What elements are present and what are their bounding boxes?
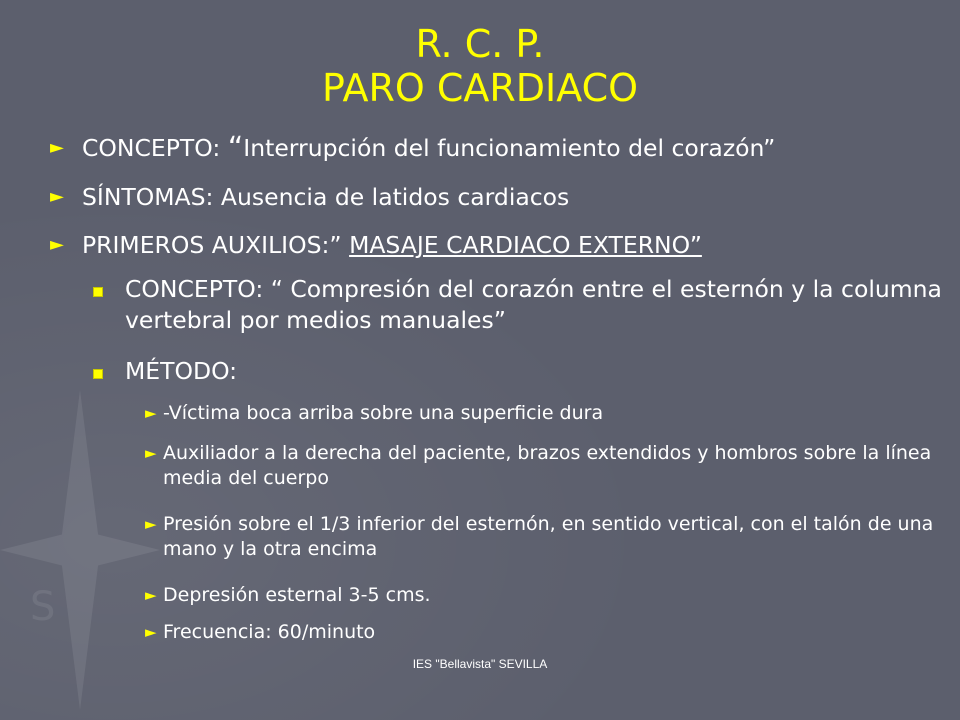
bullet-text: PRIMEROS AUXILIOS:” MASAJE CARDIACO EXTERNO” (82, 231, 702, 259)
method-step-text: Auxiliador a la derecha del paciente, brazos extendidos y hombros sobre la línea media del cuerpo (163, 442, 932, 489)
title-line-2: PARO CARDIACO (321, 66, 639, 110)
bullet-primeros-auxilios (50, 230, 950, 260)
triangle-right-icon: ► (145, 515, 157, 533)
triangle-right-icon: ► (145, 623, 157, 641)
triangle-right-icon: ► (50, 137, 64, 158)
method-step-text: -Víctima boca arriba sobre una superficie dura (163, 402, 604, 424)
method-step-text: Presión sobre el 1/3 inferior del esternón, en sentido vertical, con el talón de una mano y la otra encima (163, 513, 934, 560)
bullet-sintomas (50, 182, 950, 212)
bullet-text: SÍNTOMAS: Ausencia de latidos cardiacos (82, 183, 570, 211)
method-step (145, 583, 951, 608)
subbullet-metodo (93, 356, 951, 387)
underlined-text: MASAJE CARDIACO EXTERNO” (349, 231, 702, 259)
method-step (145, 401, 951, 426)
subbullet-text: MÉTODO: (125, 357, 238, 385)
triangle-right-icon: ► (145, 586, 157, 604)
bullet-text: CONCEPTO: “Interrupción del funcionamiento del corazón” (82, 131, 776, 166)
square-icon (93, 287, 103, 297)
square-icon (93, 369, 103, 379)
bullet-concepto (50, 133, 950, 164)
subbullet-concepto (93, 274, 951, 336)
method-step (145, 620, 951, 645)
method-step-text: Frecuencia: 60/minuto (163, 621, 376, 643)
triangle-right-icon: ► (145, 444, 157, 462)
triangle-right-icon: ► (50, 234, 64, 255)
method-step (145, 512, 951, 562)
method-step (145, 441, 951, 491)
method-step-text: Depresión esternal 3-5 cms. (163, 584, 431, 606)
title-line-1: R. C. P. (415, 22, 545, 66)
slide-footer: IES "Bellavista" SEVILLA (412, 657, 548, 671)
subbullet-text: CONCEPTO: “ Compresión del corazón entre el esternón y la columna vertebral por medios manuales” (125, 275, 942, 334)
svg-text:S: S (30, 584, 56, 630)
triangle-right-icon: ► (145, 404, 157, 422)
slide-title (0, 22, 960, 110)
triangle-right-icon: ► (50, 186, 64, 207)
